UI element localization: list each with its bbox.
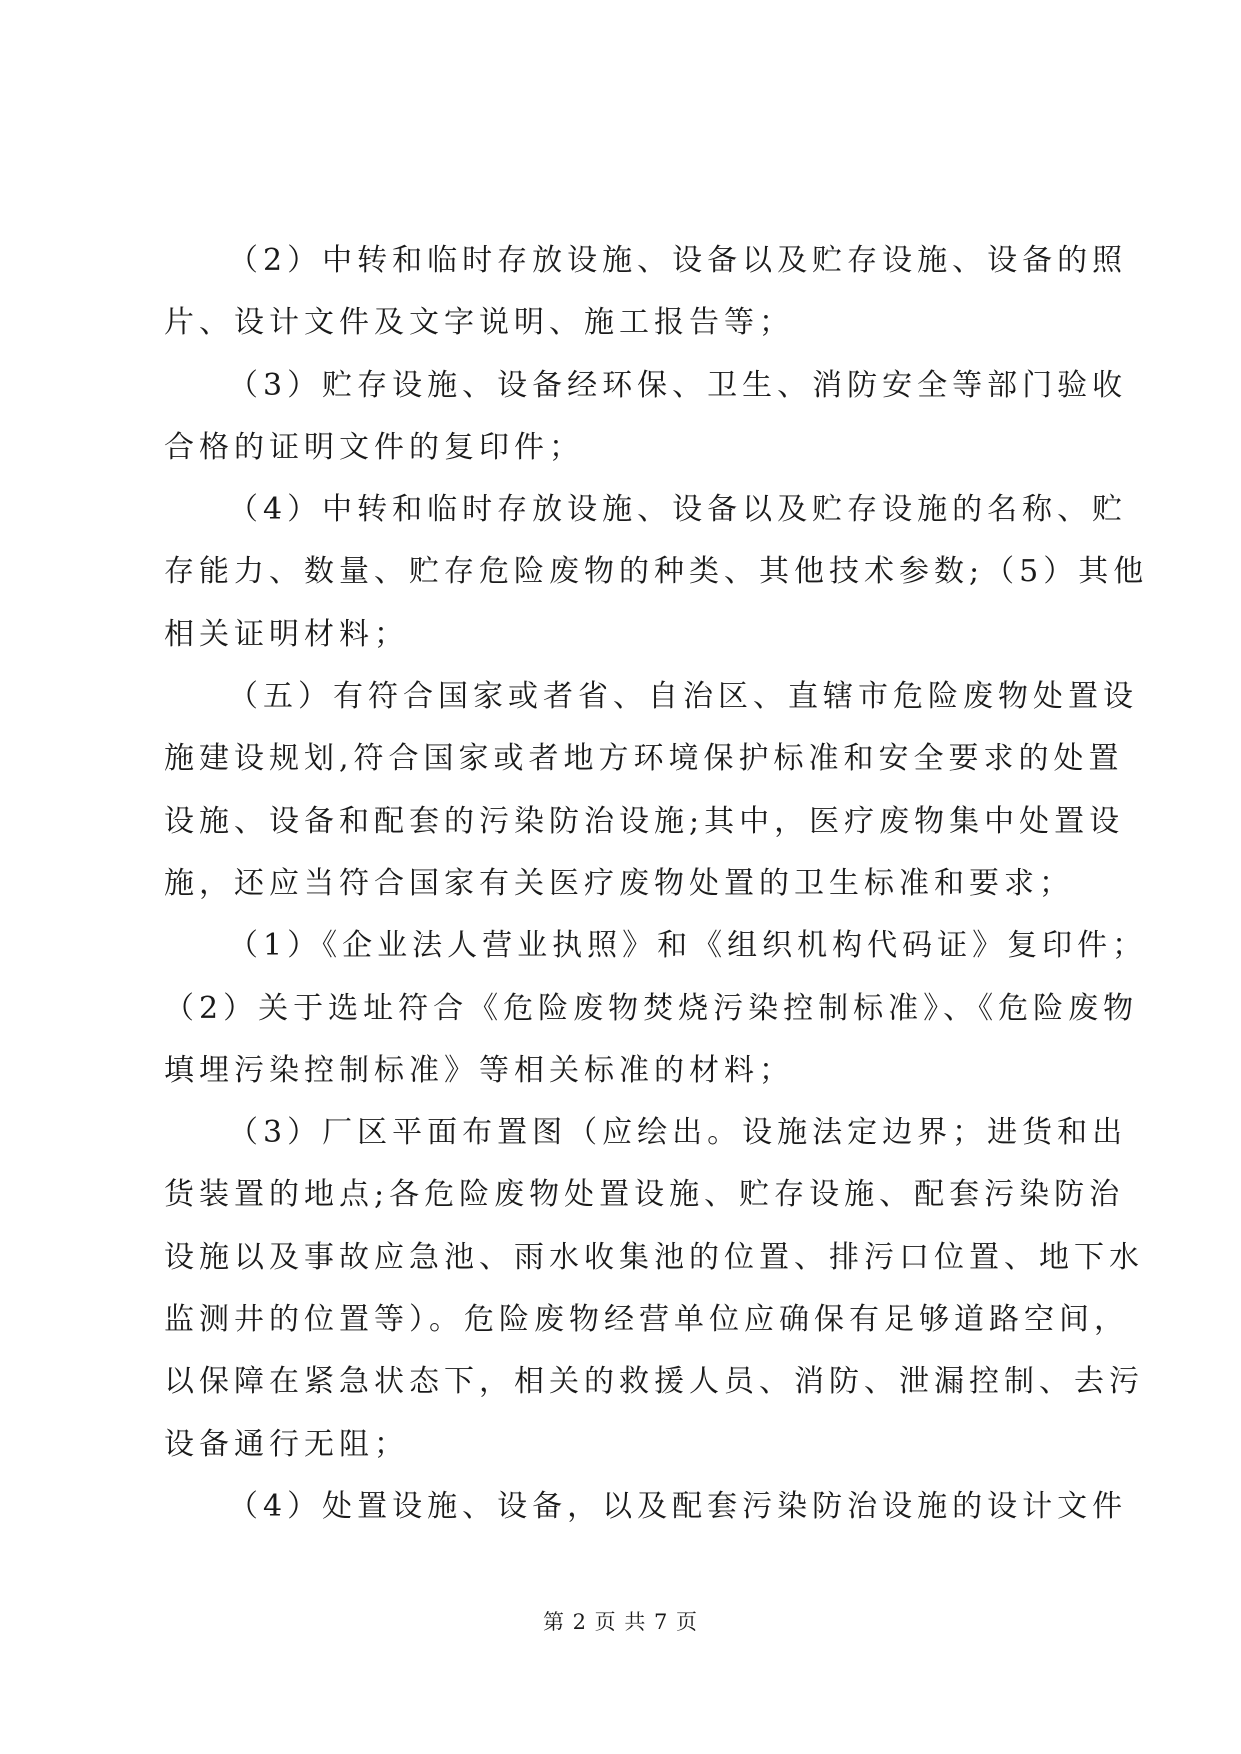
text-line: （2）关于选址符合《危险废物焚烧污染控制标准》、《危险废物 <box>164 990 1139 1026</box>
text-line: 片、设计文件及文字说明、施工报告等； <box>164 305 794 341</box>
text-line: 相关证明材料； <box>164 616 409 652</box>
text-line: （2）中转和临时存放设施、设备以及贮存设施、设备的照 <box>228 243 1128 278</box>
text-line: 货装置的地点;各危险废物处置设施、贮存设施、配套污染防治 <box>164 1177 1125 1213</box>
text-line: （3）贮存设施、设备经环保、卫生、消防安全等部门验收 <box>228 367 1128 403</box>
page-number-footer: 第 2 页 共 7 页 <box>542 1610 699 1634</box>
text-line: （4）中转和临时存放设施、设备以及贮存设施的名称、贮 <box>228 492 1128 528</box>
text-line: 存能力、数量、贮存危险废物的种类、其他技术参数;（5）其他 <box>164 554 1149 590</box>
text-line: 设备通行无阻； <box>164 1426 409 1462</box>
text-line: 监测井的位置等）。危险废物经营单位应确保有足够道路空间， <box>164 1302 1129 1338</box>
text-line: 合格的证明文件的复印件； <box>164 429 584 465</box>
text-line: 设施以及事故应急池、雨水收集池的位置、排污口位置、地下水 <box>164 1239 1144 1275</box>
text-line: （五）有符合国家或者省、自治区、直辖市危险废物处置设 <box>228 679 1138 715</box>
text-line: 施建设规划,符合国家或者地方环境保护标准和安全要求的处置 <box>164 741 1124 777</box>
text-line: （1）《企业法人营业执照》和《组织机构代码证》复印件； <box>228 928 1148 964</box>
body-text <box>164 230 1149 1538</box>
text-line: 填埋污染控制标准》等相关标准的材料； <box>164 1052 794 1088</box>
text-line: （3）厂区平面布置图（应绘出。设施法定边界；进货和出 <box>228 1115 1128 1151</box>
text-line: （4）处置设施、设备，以及配套污染防治设施的设计文件 <box>228 1488 1128 1524</box>
text-line: 施，还应当符合国家有关医疗废物处置的卫生标准和要求； <box>164 865 1074 901</box>
text-line: 设施、设备和配套的污染防治设施;其中，医疗废物集中处置设 <box>164 803 1125 839</box>
text-line: 以保障在紧急状态下，相关的救援人员、消防、泄漏控制、去污 <box>164 1364 1144 1400</box>
